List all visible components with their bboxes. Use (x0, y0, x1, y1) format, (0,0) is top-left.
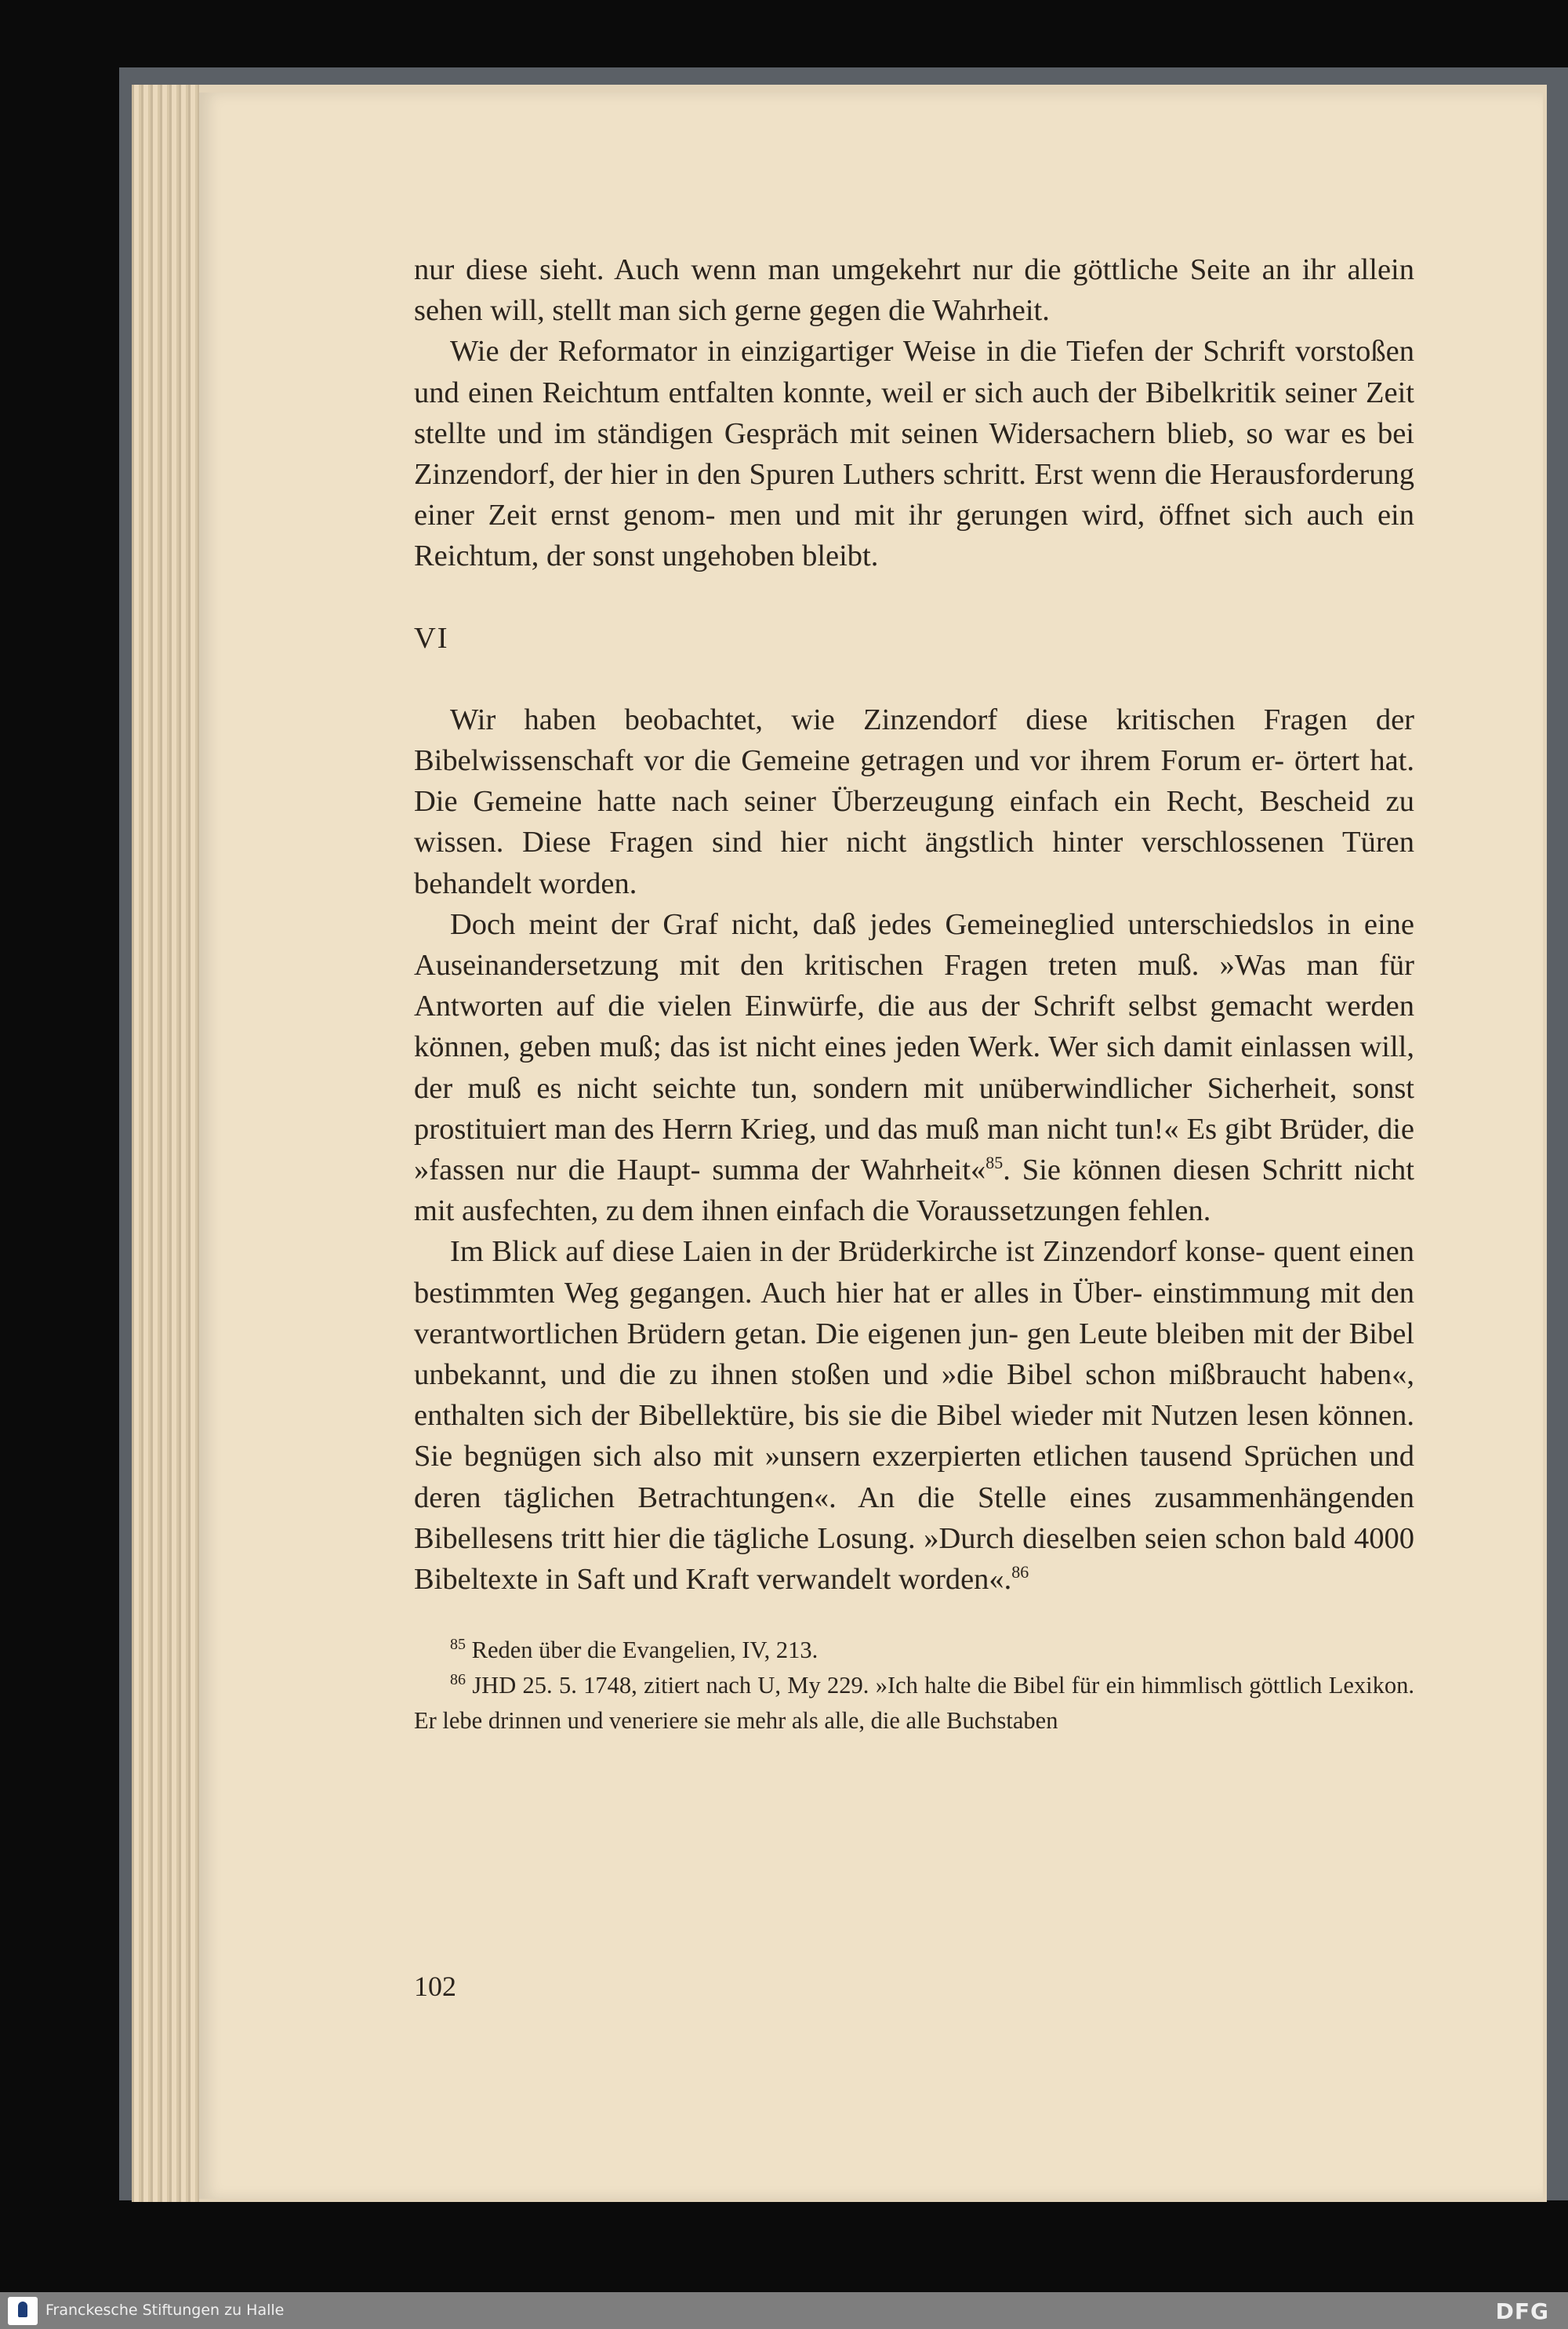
footnote-number: 85 (450, 1636, 466, 1654)
paragraph (414, 904, 1414, 1232)
page-number: 102 (414, 1971, 456, 2002)
footnote (414, 1633, 1414, 1668)
footnote-ref: 85 (985, 1153, 1004, 1173)
footnote-number: 86 (450, 1671, 466, 1689)
paragraph-text: . Sie können diesen Schritt nicht mit ausfechten, zu dem ihnen einfach die Voraussetzungen fehlen. (414, 1154, 1414, 1228)
paragraph (414, 1231, 1414, 1600)
footnote-ref: 86 (1011, 1562, 1029, 1582)
viewer-footer (0, 2292, 1568, 2329)
paragraph-text: Doch meint der Graf nicht, daß jedes Gemeineglied unterschiedslos in eine Auseinandersetzung mit den kritischen Fragen treten muß. »Was man für Antworten auf die vielen Einwürfe, die aus der Schrift selbst gemacht werden können, geben muß; das ist nicht eines jeden Werk. Wer sich damit einlassen will, der muß es nicht seichte tun, sondern mit unüberwindlicher Sicherheit, sonst prostituiert man des Herrn Krieg, und das muß man nicht tun!« Es gibt Brüder, die »fassen nur die Haupt- summa der Wahrheit« (414, 907, 1414, 1187)
paragraph-text: Im Blick auf diese Laien in der Brüderkirche ist Zinzendorf konse- quent einen bestimmten Weg gegangen. Auch hier hat er alles in Über- einstimmung mit den verantwortlichen Brüdern getan. Die eigenen jun- gen Leute bleiben mit der Bibel unbekannt, und die zu ihnen stoßen und »die Bibel schon mißbraucht haben«, enthalten sich der Bibellektüre, bis sie die Bibel wieder mit Nutzen lesen können. Sie begnügen sich also mit »unsern exzerpierten etlichen tausend Sprüchen und deren täglichen Betrachtungen«. An die Stelle eines zusammenhängenden Bibellesens tritt hier die tägliche Losung. »Durch dieselben seien schon bald 4000 Bibeltexte in Saft und Kraft verwandelt worden«. (414, 1235, 1414, 1597)
dfg-logo: DFG (1495, 2298, 1549, 2324)
paragraph: nur diese sieht. Auch wenn man umgekehrt nur die göttliche Seite an ihr allein sehen will, stellt man sich gerne gegen die Wahrheit. (414, 253, 1414, 328)
paragraph: Wie der Reformator in einzigartiger Weise in die Tiefen der Schrift vorstoßen und einen Reichtum entfalten konnte, weil er sich auch der Bibelkritik seiner Zeit stellte und im ständigen Gespräch mit seinen Widersachern blieb, so war es bei Zinzendorf, der hier in den Spuren Luthers schritt. Erst wenn die Herausforderung einer Zeit ernst genom- men und mit ihr gerungen wird, öffnet sich auch ein Reichtum, der sonst ungehoben bleibt. (414, 335, 1414, 573)
footnote (414, 1668, 1414, 1739)
footnote-text: JHD 25. 5. 1748, zitiert nach U, My 229. »Ich halte die Bibel für ein himmlisch göttlich Lexikon. Er lebe drinnen und veneriere sie mehr als alle, die alle Buchstaben (414, 1672, 1414, 1735)
institution-name: Franckesche Stiftungen zu Halle (45, 2302, 285, 2319)
footnote-text: Reden über die Evangelien, IV, 213. (471, 1637, 818, 1664)
institution-logo-icon (8, 2297, 38, 2325)
footnotes (414, 1633, 1414, 1739)
section-heading: VI (414, 621, 449, 655)
page-edges (132, 85, 199, 2202)
text-column (414, 249, 1414, 1739)
paragraph: Wir haben beobachtet, wie Zinzendorf diese kritischen Fragen der Bibelwissenschaft vor die Gemeine getragen und vor ihrem Forum er- örtert hat. Die Gemeine hatte nach seiner Überzeugung einfach ein Recht, Bescheid zu wissen. Diese Fragen sind hier nicht ängstlich hinter verschlossenen Türen behandelt worden. (414, 703, 1414, 900)
